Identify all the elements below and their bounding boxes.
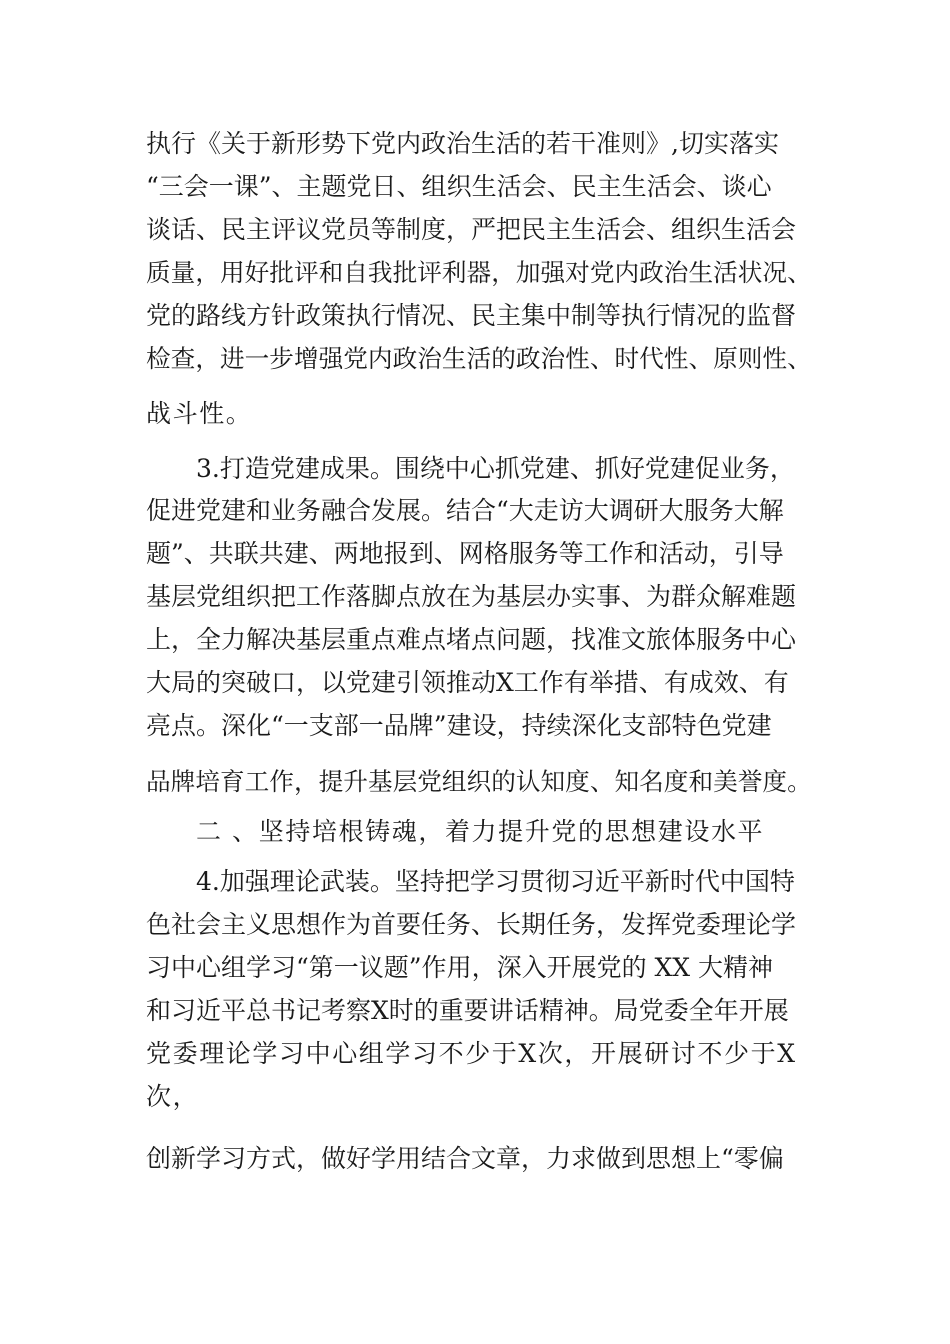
paragraph-line: 和习近平总书记考察X时的重要讲话精神。局党委全年开展 <box>146 996 789 1025</box>
paragraph-line: 次， <box>146 1082 200 1111</box>
paragraph-line: “三会一课”、主题党日、组织生活会、民主生活会、谈心 <box>146 172 772 201</box>
paragraph-line: 4.加强理论武装。坚持把学习贯彻习近平新时代中国特 <box>196 867 795 896</box>
paragraph-line: 基层党组织把工作落脚点放在为基层办实事、为群众解难题 <box>146 582 797 611</box>
paragraph-line: 质量，用好批评和自我批评利器，加强对党内政治生活状况、 <box>146 258 812 287</box>
paragraph-line: 题”、共联共建、两地报到、网格服务等工作和活动，引导 <box>146 539 784 568</box>
paragraph-line: 谈话、民主评议党员等制度，严把民主生活会、组织生活会 <box>146 215 797 244</box>
paragraph-line: 品牌培育工作，提升基层党组织的认知度、知名度和美誉度。 <box>146 767 812 796</box>
paragraph-line: 检查，进一步增强党内政治生活的政治性、时代性、原则性、 <box>146 344 812 373</box>
paragraph-line: 亮点。深化“一支部一品牌”建设，持续深化支部特色党建 <box>146 711 772 740</box>
paragraph-line: 党的路线方针政策执行情况、民主集中制等执行情况的监督 <box>146 301 797 330</box>
paragraph-line: 执行《关于新形势下党内政治生活的若干准则》,切实落实 <box>146 129 779 158</box>
paragraph-line: 大局的突破口，以党建引领推动X工作有举措、有成效、有 <box>146 668 789 697</box>
paragraph-line: 促进党建和业务融合发展。结合“大走访大调研大服务大解 <box>146 496 784 525</box>
paragraph-line: 创新学习方式，做好学用结合文章，力求做到思想上“零偏 <box>146 1144 784 1173</box>
paragraph-line: 习中心组学习“第一议题”作用，深入开展党的 XX 大精神 <box>146 953 774 982</box>
paragraph-line: 色社会主义思想作为首要任务、长期任务，发挥党委理论学 <box>146 910 797 939</box>
paragraph-line: 党委理论学习中心组学习不少于X次，开展研讨不少于X <box>146 1039 797 1068</box>
paragraph-line: 战斗性。 <box>146 399 253 428</box>
section-heading: 二 、坚持培根铸魂，着力提升党的思想建设水平 <box>196 817 765 846</box>
paragraph-line: 3.打造党建成果。围绕中心抓党建、抓好党建促业务， <box>196 454 795 483</box>
paragraph-line: 上，全力解决基层重点难点堵点问题，找准文旅体服务中心 <box>146 625 797 654</box>
